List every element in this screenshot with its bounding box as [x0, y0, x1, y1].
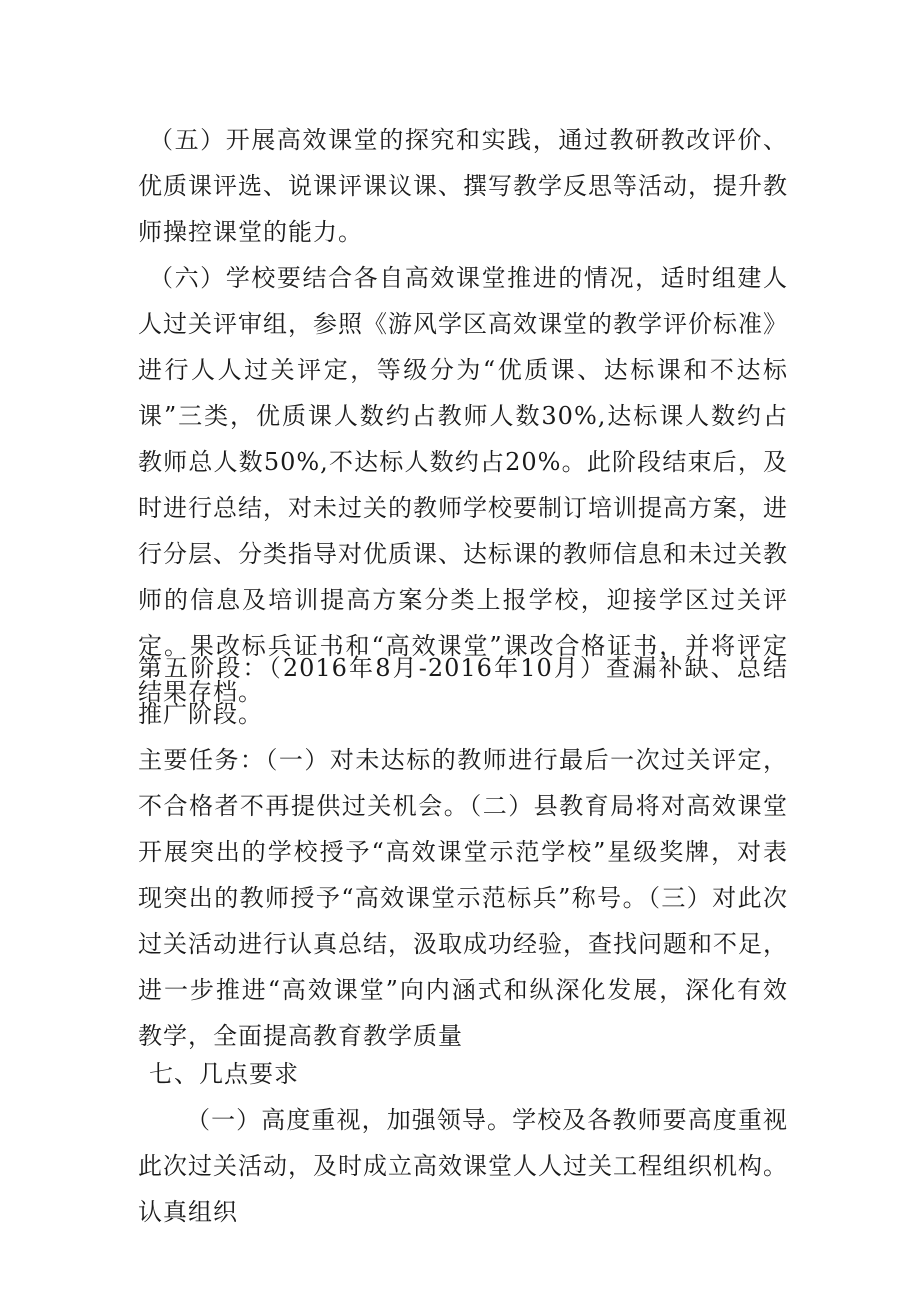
paragraph-item-5: （五）开展高效课堂的探究和实践，通过教研教改评价、优质课评选、说课评课议课、撰写教学反思等活动，提升教师操控课堂的能力。 — [138, 126, 788, 246]
section-seven-heading: 七、几点要求 — [149, 1060, 299, 1088]
paragraph-item-6: （六）学校要结合各自高效课堂推进的情况，适时组建人人过关评审组，参照《游风学区高效课堂的教学评价标准》进行人人过关评定，等级分为“优质课、达标课和不达标课”三类，优质课人数约占教师人数30%,达标课人数约占教师总人数50%,不达标人数约占20%。此阶段结束后，及时进行总结，对未过关的教师学校要制订培训提高方案，进行分层、分类指导对优质课、达标课的教师信息和未过关教师的信息及培训提高方案分类上报学校，迎接学区过关评定。果改标兵证书和“高效课堂”课改合格证书，并将评定结果存档。 — [138, 264, 788, 706]
requirement-one-paragraph: （一）高度重视，加强领导。学校及各教师要高度重视此次过关活动，及时成立高效课堂人人过关工程组织机构。认真组织 — [138, 1106, 788, 1226]
stage-five-heading: 第五阶段：（2016年8月-2016年10月）查漏补缺、总结推广阶段。 — [138, 654, 788, 728]
main-tasks-paragraph: 主要任务：（一）对未达标的教师进行最后一次过关评定，不合格者不再提供过关机会。（二）县教育局将对高效课堂开展突出的学校授予“高效课堂示范学校”星级奖牌，对表现突出的教师授予“高效课堂示范标兵”称号。（三）对此次过关活动进行认真总结，汲取成功经验，查找问题和不足，进一步推进“高效课堂”向内涵式和纵深化发展，深化有效教学，全面提高教育教学质量 — [138, 746, 788, 1050]
